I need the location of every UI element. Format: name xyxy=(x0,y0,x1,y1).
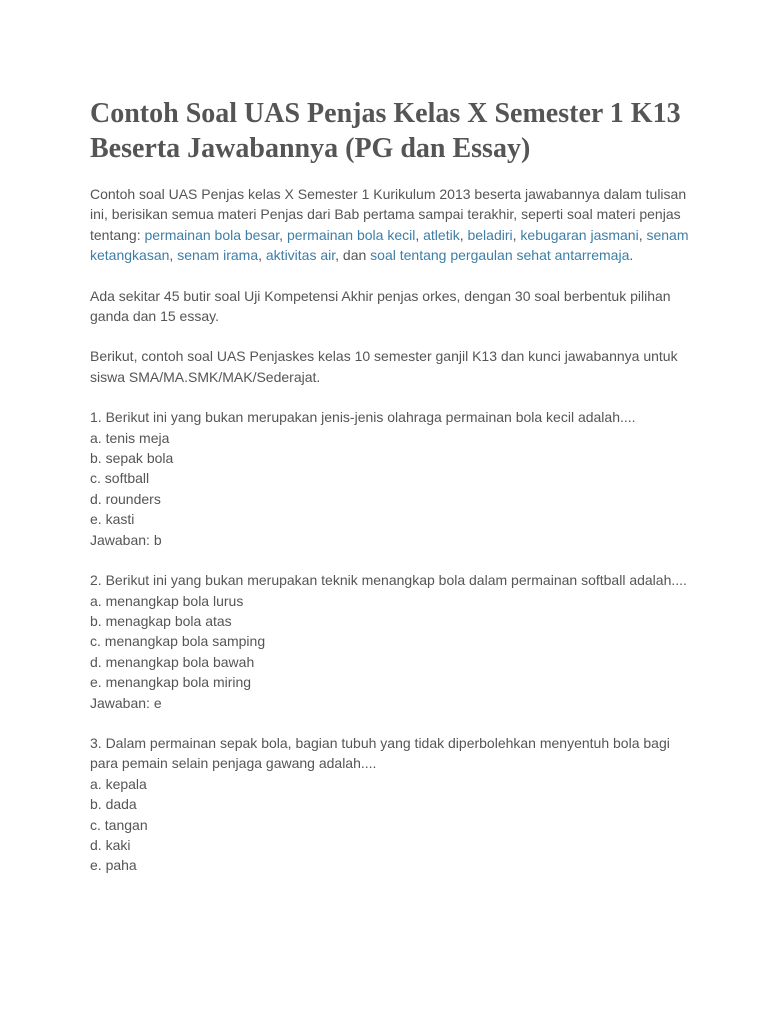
document-page xyxy=(90,96,690,896)
separator: , xyxy=(512,226,521,243)
link-aktivitas-air[interactable]: aktivitas air xyxy=(265,247,336,264)
separator: , xyxy=(258,247,266,264)
separator: , xyxy=(169,247,178,264)
separator: , xyxy=(279,226,287,243)
question-text: 3. Dalam permainan sepak bola, bagian tubuh yang tidak diperbolehkan menyentuh bola bagi para pemain selain penjaga gawang adalah.... xyxy=(90,734,670,772)
option: a. tenis meja xyxy=(90,429,170,446)
option: c. softball xyxy=(90,470,150,487)
link-senam-irama[interactable]: senam irama xyxy=(177,247,259,264)
link-beladiri[interactable]: beladiri xyxy=(467,226,513,243)
question-text: 2. Berikut ini yang bukan merupakan teknik menangkap bola dalam permainan softball adalah.... xyxy=(90,572,687,589)
link-senam-ketangkasan[interactable]: senam ketangkasan xyxy=(90,226,689,264)
option: d. kaki xyxy=(90,836,131,853)
period: . xyxy=(629,247,634,264)
option: e. paha xyxy=(90,857,137,874)
option: a. menangkap bola lurus xyxy=(90,592,244,609)
option: b. sepak bola xyxy=(90,450,174,467)
link-permainan-bola-besar[interactable]: permainan bola besar xyxy=(144,226,280,243)
link-permainan-bola-kecil[interactable]: permainan bola kecil xyxy=(286,226,416,243)
article-title: Contoh Soal UAS Penjas Kelas X Semester 1 K13 Beserta Jawabannya (PG dan Essay) xyxy=(90,98,681,164)
link-pergaulan-sehat[interactable]: soal tentang pergaulan sehat antarremaja xyxy=(370,247,630,264)
question-3 xyxy=(90,733,690,876)
separator: , xyxy=(415,226,424,243)
summary-paragraph: Ada sekitar 45 butir soal Uji Kompetensi Akhir penjas orkes, dengan 30 soal berbentuk pilihan ganda dan 15 essay. xyxy=(90,287,671,325)
question-text: 1. Berikut ini yang bukan merupakan jenis-jenis olahraga permainan bola kecil adalah.... xyxy=(90,409,636,426)
option: b. dada xyxy=(90,796,137,813)
question-2 xyxy=(90,570,690,713)
separator: , xyxy=(638,226,647,243)
link-kebugaran-jasmani[interactable]: kebugaran jasmani xyxy=(520,226,639,243)
question-1 xyxy=(90,407,690,550)
intro-paragraph xyxy=(90,184,690,266)
option: d. menangkap bola bawah xyxy=(90,653,255,670)
answer: Jawaban: e xyxy=(90,694,162,711)
separator: , xyxy=(459,226,468,243)
intro-text: Contoh soal UAS Penjas kelas X Semester 1 Kurikulum 2013 beserta jawabannya dalam tulisan ini, berisikan semua materi Penjas dari Bab pertama sampai terakhir, seperti soal materi penjas tentang: xyxy=(90,186,687,243)
option: c. tangan xyxy=(90,816,148,833)
separator: , dan xyxy=(335,247,371,264)
lead-in-paragraph: Berikut, contoh soal UAS Penjaskes kelas 10 semester ganjil K13 dan kunci jawabannya untuk siswa SMA/MA.SMK/MAK/Sederajat. xyxy=(90,348,678,385)
option: b. menagkap bola atas xyxy=(90,612,232,629)
option: e. kasti xyxy=(90,511,135,528)
option: d. rounders xyxy=(90,490,161,507)
option: a. kepala xyxy=(90,775,147,792)
link-atletik[interactable]: atletik xyxy=(423,226,460,243)
option: e. menangkap bola miring xyxy=(90,674,252,691)
option: c. menangkap bola samping xyxy=(90,633,266,650)
answer: Jawaban: b xyxy=(90,531,162,548)
